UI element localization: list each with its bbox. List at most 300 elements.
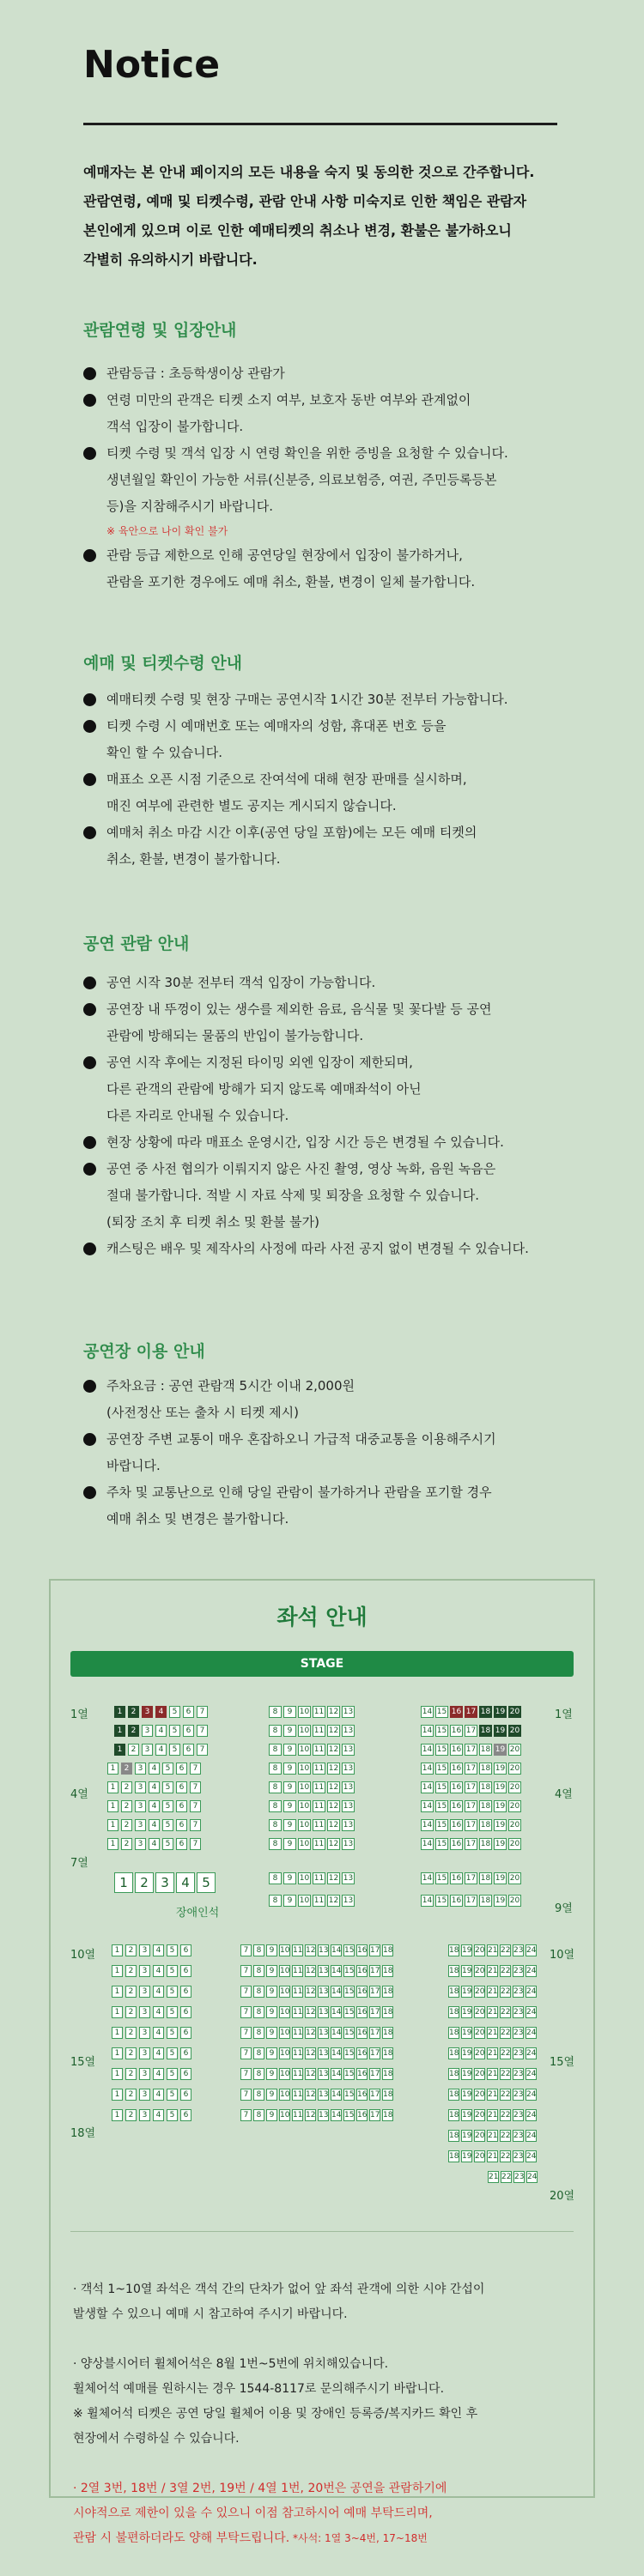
bullet-icon — [83, 1056, 96, 1069]
seat: 22 — [501, 2090, 511, 2099]
seat: 11 — [313, 1745, 325, 1754]
seat: 22 — [501, 1946, 511, 1955]
seat: 8 — [269, 1872, 282, 1884]
seat: 4 — [149, 1763, 160, 1775]
seat: 23 — [513, 1946, 524, 1955]
seat: 6 — [176, 1800, 187, 1812]
list-item: 관람등급 : 초등학생이상 관람가 — [83, 360, 598, 387]
seat: 11 — [293, 2049, 303, 2058]
row-label-9-right: 9열 — [555, 1902, 573, 1915]
seat: 3 — [139, 2006, 150, 2018]
seat: 18 — [480, 1821, 491, 1829]
seat: 9 — [283, 1895, 296, 1907]
seat: 13 — [343, 1802, 354, 1811]
seat: 3 — [142, 1744, 153, 1756]
seat: 2 — [125, 2089, 137, 2101]
seat: 2 — [121, 1838, 132, 1850]
seat: 19 — [462, 1987, 472, 1996]
seat: 18 — [480, 1896, 491, 1905]
seat: 18 — [383, 2049, 393, 2058]
seat: 13 — [343, 1840, 354, 1848]
seat: 8 — [253, 1965, 264, 1977]
seat: 2 — [125, 1965, 137, 1977]
seat: 5 — [162, 1781, 173, 1793]
seat: 9 — [283, 1819, 296, 1831]
seat: 20 — [509, 1874, 520, 1883]
seat: 12 — [306, 2090, 316, 2099]
seat: 5 — [167, 2068, 178, 2080]
section-title-venue: 공연장 이용 안내 — [83, 1342, 205, 1361]
seat: 17 — [465, 1896, 477, 1905]
seat: 3 — [135, 1800, 146, 1812]
seat: 3 — [139, 2089, 150, 2101]
row-label-1-right: 1열 — [555, 1708, 573, 1721]
seat: 11 — [313, 1783, 325, 1792]
seat: 13 — [343, 1896, 354, 1905]
seat: 24 — [526, 2008, 537, 2017]
seat: 1 — [114, 1872, 133, 1893]
seat: 18 — [383, 2029, 393, 2037]
seat: 21 — [489, 2173, 499, 2181]
seat: 4 — [149, 1800, 160, 1812]
seat: 2 — [121, 1781, 132, 1793]
seat: 12 — [328, 1726, 339, 1735]
seat: 15 — [436, 1764, 447, 1773]
seat: 14 — [331, 2090, 342, 2099]
seat: 17 — [370, 2029, 380, 2037]
seat: 2 — [128, 1744, 139, 1756]
seat: 12 — [306, 2029, 316, 2037]
seat: 12 — [328, 1874, 339, 1883]
seat: 11 — [293, 2008, 303, 2017]
bullet-icon — [83, 720, 96, 733]
seat: 9 — [283, 1725, 296, 1737]
seat: 8 — [253, 2068, 264, 2080]
seat: 21 — [488, 2008, 498, 2017]
seat: 2 — [121, 1763, 132, 1775]
seat: 9 — [266, 1965, 277, 1977]
seat: 16 — [451, 1708, 462, 1716]
seat: 10 — [299, 1896, 310, 1905]
seat: 13 — [343, 1874, 354, 1883]
bullet-icon — [83, 1163, 96, 1176]
section-list-venue — [83, 1373, 598, 1533]
seat: 11 — [313, 1726, 325, 1735]
seat: 18 — [449, 2008, 459, 2017]
seat: 15 — [344, 1946, 355, 1955]
seat: 19 — [462, 1967, 472, 1975]
seat: 5 — [169, 1744, 180, 1756]
seat: 16 — [357, 1946, 368, 1955]
seat: 18 — [449, 2132, 459, 2140]
list-item: 공연장 주변 교통이 매우 혼잡하오니 가급적 대중교통을 이용해주시기 바랍니다. — [83, 1426, 598, 1479]
seat: 4 — [155, 1725, 167, 1737]
seat: 16 — [357, 2070, 368, 2078]
seat: 19 — [462, 2049, 472, 2058]
seat: 7 — [240, 1986, 252, 1998]
seat: 7 — [197, 1744, 208, 1756]
row-label-15-right: 15열 — [550, 2056, 575, 2069]
seat: 11 — [293, 2090, 303, 2099]
seat: 7 — [190, 1781, 201, 1793]
seat: 18 — [449, 1946, 459, 1955]
seat: 11 — [293, 1967, 303, 1975]
seat: 20 — [509, 1840, 520, 1848]
seat: 5 — [167, 1944, 178, 1956]
seat: 14 — [331, 1987, 342, 1996]
list-item: 공연 시작 후에는 지정된 타이밍 외엔 입장이 제한되며, 다른 관객의 관람에 방해가 되지 않도록 예매좌석이 아닌 다른 자리로 안내될 수 있습니다. — [83, 1049, 598, 1129]
seat: 4 — [153, 2006, 164, 2018]
seat: 18 — [449, 2029, 459, 2037]
row-label-7-left: 7열 — [70, 1857, 88, 1870]
seat: 11 — [313, 1821, 325, 1829]
seat: 18 — [449, 1967, 459, 1975]
seat: 24 — [526, 1967, 537, 1975]
seat: 10 — [280, 2111, 290, 2119]
bullet-icon — [83, 367, 96, 380]
bullet-icon — [83, 773, 96, 786]
seat: 20 — [475, 2090, 485, 2099]
bullet-icon — [83, 1433, 96, 1446]
seat: 3 — [155, 1872, 174, 1893]
seat: 10 — [280, 2008, 290, 2017]
seat: 17 — [465, 1726, 477, 1735]
title-divider — [83, 123, 557, 125]
seat: 15 — [436, 1840, 447, 1848]
seat: 5 — [167, 2047, 178, 2059]
seat: 5 — [169, 1706, 180, 1718]
seat: 11 — [313, 1764, 325, 1773]
seat: 16 — [451, 1783, 462, 1792]
seat: 9 — [266, 2109, 277, 2121]
seat: 16 — [357, 2008, 368, 2017]
seat: 3 — [135, 1838, 146, 1850]
seat: 6 — [180, 2068, 191, 2080]
list-item: 티켓 수령 시 예매번호 또는 예매자의 성함, 휴대폰 번호 등을 확인 할 수 있습니다. — [83, 713, 598, 766]
seat: 10 — [280, 1967, 290, 1975]
list-item: 주차요금 : 공연 관람객 5시간 이내 2,000원 (사전정산 또는 출차 시 티켓 제시) — [83, 1373, 598, 1426]
bullet-icon — [83, 447, 96, 460]
seat: 13 — [343, 1708, 354, 1716]
seat: 4 — [153, 2047, 164, 2059]
seat: 8 — [269, 1725, 282, 1737]
seat: 10 — [280, 1946, 290, 1955]
seat: 2 — [125, 2109, 137, 2121]
seat: 7 — [197, 1706, 208, 1718]
seat: 1 — [112, 1944, 123, 1956]
seat: 24 — [526, 2070, 537, 2078]
row-label-10-right: 10열 — [550, 1949, 575, 1962]
seat: 16 — [357, 2111, 368, 2119]
seat: 1 — [112, 2068, 123, 2080]
seat: 19 — [462, 2111, 472, 2119]
seat: 16 — [451, 1821, 462, 1829]
seat: 23 — [513, 2070, 524, 2078]
seat: 2 — [125, 2068, 137, 2080]
seat: 14 — [422, 1764, 433, 1773]
seat: 9 — [283, 1838, 296, 1850]
bullet-icon — [83, 826, 96, 839]
seat: 22 — [501, 2049, 511, 2058]
seat: 12 — [328, 1764, 339, 1773]
seat: 4 — [153, 1986, 164, 1998]
seat: 18 — [449, 2111, 459, 2119]
seat: 10 — [299, 1821, 310, 1829]
seat: 3 — [139, 2047, 150, 2059]
seat: 1 — [112, 2006, 123, 2018]
seat: 12 — [306, 2049, 316, 2058]
seat: 15 — [436, 1745, 447, 1754]
seat: 20 — [475, 1967, 485, 1975]
seat: 14 — [422, 1783, 433, 1792]
seat: 16 — [357, 2029, 368, 2037]
seat: 20 — [509, 1764, 520, 1773]
seat: 18 — [449, 2090, 459, 2099]
seat: 7 — [197, 1725, 208, 1737]
seat: 14 — [331, 2008, 342, 2017]
seating-notes — [73, 2252, 571, 2576]
seat: 11 — [293, 2111, 303, 2119]
seat: 3 — [139, 2027, 150, 2039]
seat: 10 — [299, 1764, 310, 1773]
seat: 21 — [488, 2132, 498, 2140]
seat: 12 — [328, 1802, 339, 1811]
seat: 23 — [513, 2111, 524, 2119]
seat: 1 — [107, 1819, 118, 1831]
seat: 1 — [107, 1781, 118, 1793]
seat: 14 — [422, 1821, 433, 1829]
seat: 22 — [501, 2173, 512, 2181]
seat: 15 — [436, 1783, 447, 1792]
seat: 6 — [176, 1819, 187, 1831]
seat: 19 — [495, 1840, 506, 1848]
seat: 8 — [269, 1838, 282, 1850]
seat: 12 — [328, 1708, 339, 1716]
seat: 8 — [253, 2006, 264, 2018]
seat: 16 — [451, 1840, 462, 1848]
seat: 5 — [197, 1872, 216, 1893]
seat: 1 — [107, 1763, 118, 1775]
seat: 24 — [526, 1946, 537, 1955]
seat: 13 — [343, 1783, 354, 1792]
seat: 6 — [183, 1725, 194, 1737]
seat: 20 — [475, 2111, 485, 2119]
seat: 4 — [153, 2068, 164, 2080]
seat: 14 — [422, 1874, 433, 1883]
bullet-icon — [83, 1243, 96, 1255]
row-label-4-left: 4열 — [70, 1788, 88, 1801]
seat: 17 — [370, 2070, 380, 2078]
seat: 14 — [422, 1896, 433, 1905]
seat: 21 — [488, 2152, 498, 2161]
seat: 17 — [465, 1840, 477, 1848]
bullet-icon — [83, 977, 96, 989]
seat: 2 — [125, 1986, 137, 1998]
seat: 17 — [465, 1783, 477, 1792]
list-item: 공연 시작 30분 전부터 객석 입장이 가능합니다. — [83, 970, 598, 996]
seat: 8 — [269, 1744, 282, 1756]
seat: 20 — [509, 1802, 520, 1811]
seat: 3 — [139, 1944, 150, 1956]
seat: 23 — [513, 1987, 524, 1996]
seat: 20 — [509, 1745, 520, 1754]
seat: 8 — [269, 1763, 282, 1775]
seat: 6 — [176, 1781, 187, 1793]
seat: 21 — [488, 2029, 498, 2037]
seat: 6 — [183, 1744, 194, 1756]
seat: 9 — [283, 1781, 296, 1793]
seat: 7 — [240, 2047, 252, 2059]
seat: 15 — [436, 1896, 447, 1905]
seat: 7 — [190, 1819, 201, 1831]
seat: 22 — [501, 1987, 511, 1996]
seat: 20 — [475, 2008, 485, 2017]
seat: 14 — [331, 2049, 342, 2058]
seat: 18 — [449, 1987, 459, 1996]
seat: 10 — [299, 1840, 310, 1848]
seat: 9 — [266, 1986, 277, 1998]
row-label-15-left: 15열 — [70, 2056, 96, 2069]
seat: 20 — [475, 2070, 485, 2078]
seat: 20 — [475, 2049, 485, 2058]
seat: 19 — [495, 1874, 506, 1883]
seat: 18 — [383, 2090, 393, 2099]
seat: 3 — [135, 1781, 146, 1793]
seat: 6 — [176, 1763, 187, 1775]
seat: 2 — [121, 1819, 132, 1831]
seat: 20 — [475, 2029, 485, 2037]
seat: 9 — [266, 2006, 277, 2018]
seat: 10 — [299, 1874, 310, 1883]
seat: 15 — [344, 2049, 355, 2058]
seat: 8 — [253, 1944, 264, 1956]
seat: 16 — [451, 1764, 462, 1773]
note-restricted-seats: *사석: 1열 3~4번, 17~18번 — [289, 2532, 428, 2544]
seat: 2 — [125, 2027, 137, 2039]
seat: 6 — [183, 1706, 194, 1718]
seat: 10 — [280, 2049, 290, 2058]
section-list-viewing — [83, 970, 598, 1262]
seat: 16 — [357, 1967, 368, 1975]
seat: 6 — [176, 1838, 187, 1850]
bullet-icon — [83, 394, 96, 407]
seat: 19 — [495, 1783, 506, 1792]
seat: 4 — [153, 1965, 164, 1977]
seat: 14 — [331, 1967, 342, 1975]
seat: 17 — [370, 2111, 380, 2119]
seat: 14 — [422, 1802, 433, 1811]
seat: 24 — [526, 2152, 537, 2161]
seat: 7 — [190, 1800, 201, 1812]
seat: 16 — [451, 1874, 462, 1883]
seat: 10 — [299, 1726, 310, 1735]
seat: 10 — [280, 1987, 290, 1996]
seat: 15 — [344, 2111, 355, 2119]
seat: 16 — [451, 1745, 462, 1754]
seat: 13 — [319, 2049, 329, 2058]
list-item: 티켓 수령 및 객석 입장 시 연령 확인을 위한 증빙을 요청할 수 있습니다. 생년월일 확인이 가능한 서류(신분증, 의료보험증, 여권, 주민등록등본 등)을 지참해주시기 바랍니다. ※ 육안으로 나이 확인 불가 — [83, 440, 598, 542]
seat: 18 — [383, 2111, 393, 2119]
seat: 23 — [513, 1967, 524, 1975]
seat: 6 — [180, 1965, 191, 1977]
list-item: 매표소 오픈 시점 기준으로 잔여석에 대해 현장 판매를 실시하며, 매진 여부에 관련한 별도 공지는 게시되지 않습니다. — [83, 766, 598, 819]
seat: 5 — [167, 2109, 178, 2121]
seat: 7 — [190, 1838, 201, 1850]
seating-title: 좌석 안내 — [276, 1605, 368, 1630]
seat: 15 — [344, 2029, 355, 2037]
seat: 11 — [313, 1708, 325, 1716]
list-item: 관람 등급 제한으로 인해 공연당일 현장에서 입장이 불가하거나, 관람을 포기한 경우에도 예매 취소, 환불, 변경이 일체 불가합니다. — [83, 542, 598, 596]
seat: 13 — [319, 1987, 329, 1996]
seat: 19 — [462, 1946, 472, 1955]
seat: 12 — [328, 1783, 339, 1792]
intro-text: 예매자는 본 안내 페이지의 모든 내용을 숙지 및 동의한 것으로 간주합니다. 관람연령, 예매 및 티켓수령, 관람 안내 사항 미숙지로 인한 책임은 관람자 본인에게 있으며 이로 인한 예매티켓의 취소나 변경, 환불은 불가하오니 각별히 유의하시기 바랍니다. — [83, 164, 535, 268]
seat: 17 — [370, 2008, 380, 2017]
seat: 23 — [513, 2029, 524, 2037]
seat: 21 — [488, 1987, 498, 1996]
seat: 22 — [501, 2029, 511, 2037]
seat: 18 — [480, 1745, 491, 1754]
seat: 4 — [149, 1838, 160, 1850]
row-label-4-right: 4열 — [555, 1788, 573, 1801]
seat: 17 — [370, 1987, 380, 1996]
seat: 14 — [331, 2070, 342, 2078]
seat: 10 — [280, 2070, 290, 2078]
seat: 20 — [475, 1946, 485, 1955]
seat: 18 — [383, 2070, 393, 2078]
seat: 23 — [513, 2132, 524, 2140]
seat: 9 — [266, 2027, 277, 2039]
seat: 9 — [266, 1944, 277, 1956]
seat: 7 — [240, 2006, 252, 2018]
seat: 18 — [480, 1840, 491, 1848]
seat: 4 — [149, 1781, 160, 1793]
seat: 8 — [253, 2109, 264, 2121]
seat: 19 — [462, 2090, 472, 2099]
list-item: 예매티켓 수령 및 현장 구매는 공연시작 1시간 30분 전부터 가능합니다. — [83, 686, 598, 713]
seat: 13 — [319, 1967, 329, 1975]
seat: 4 — [153, 2109, 164, 2121]
seat: 5 — [169, 1725, 180, 1737]
seat: 13 — [319, 2008, 329, 2017]
seat: 20 — [509, 1726, 520, 1735]
bullet-icon — [83, 1003, 96, 1016]
seat: 4 — [176, 1872, 195, 1893]
seat: 21 — [488, 1946, 498, 1955]
seat: 13 — [319, 2070, 329, 2078]
row-label-10-left: 10열 — [70, 1949, 96, 1962]
seat: 15 — [344, 2090, 355, 2099]
seat: 19 — [462, 2152, 472, 2161]
seat: 22 — [501, 2070, 511, 2078]
seat: 8 — [253, 2089, 264, 2101]
seat: 1 — [112, 2027, 123, 2039]
seat: 17 — [370, 1967, 380, 1975]
seat: 10 — [299, 1745, 310, 1754]
seat: 18 — [480, 1764, 491, 1773]
seat: 8 — [253, 2027, 264, 2039]
seat: 17 — [465, 1745, 477, 1754]
seat: 19 — [495, 1896, 506, 1905]
seat: 4 — [155, 1744, 167, 1756]
seat: 19 — [495, 1764, 506, 1773]
seat: 17 — [465, 1821, 477, 1829]
bullet-icon — [83, 693, 96, 706]
seat: 20 — [475, 2152, 485, 2161]
seat: 12 — [306, 2070, 316, 2078]
seat: 23 — [513, 2152, 524, 2161]
seat: 14 — [331, 1946, 342, 1955]
